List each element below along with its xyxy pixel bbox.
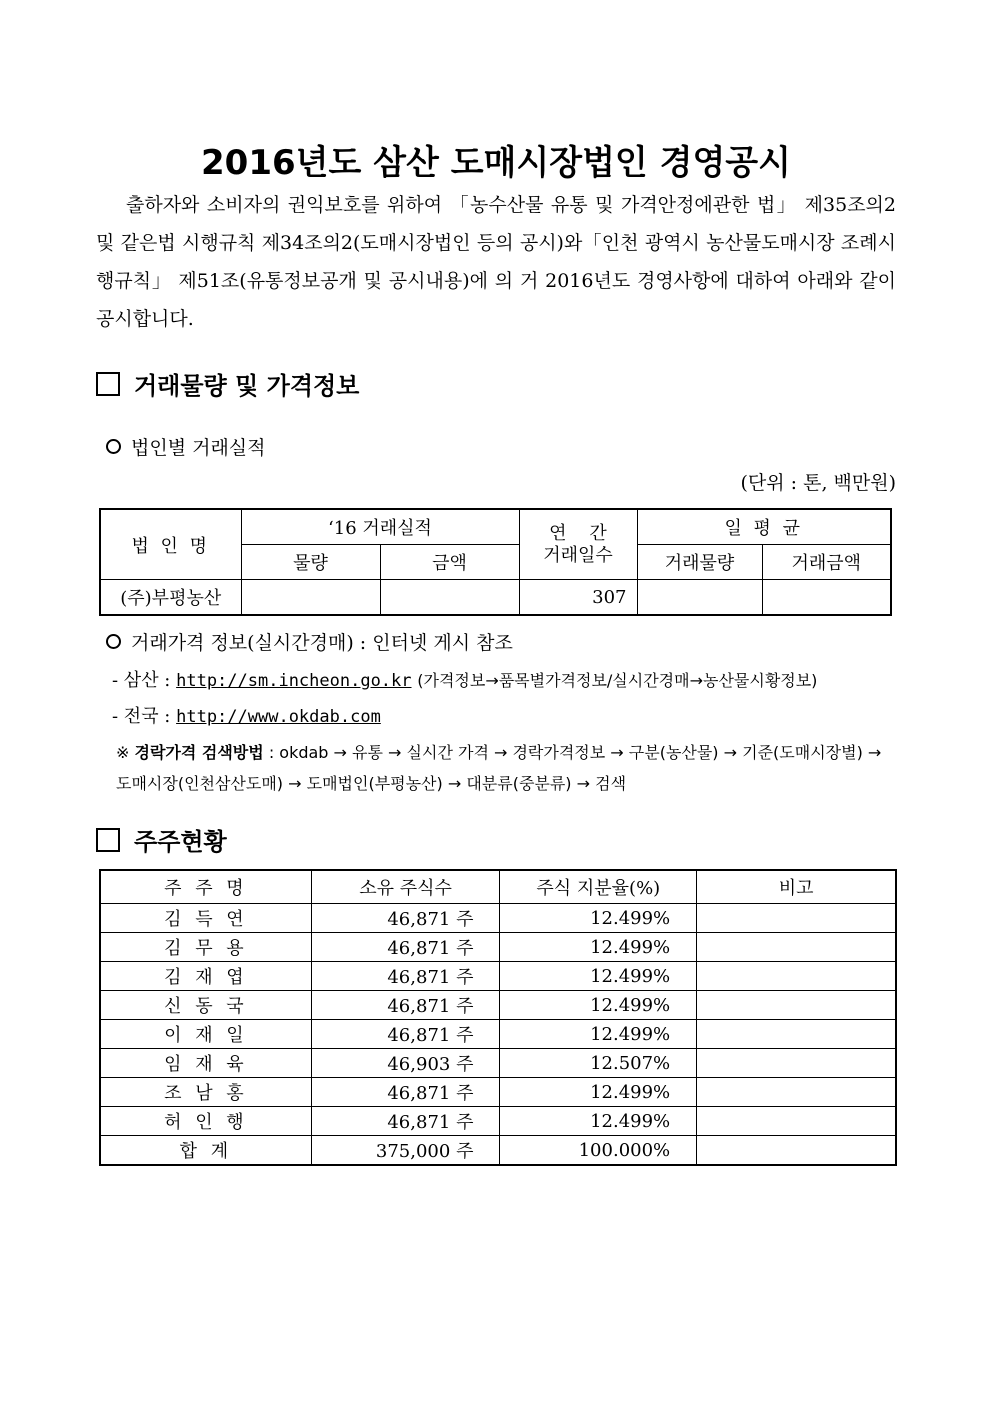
- cell-name: 김 득 연: [100, 904, 311, 933]
- table-row: [100, 1107, 896, 1136]
- shareholder-table: [99, 869, 897, 1166]
- cell-total-name: 합 계: [100, 1136, 311, 1166]
- section-title: 거래물량 및 가격정보: [134, 372, 360, 400]
- cell-note: [697, 933, 896, 962]
- table-row: [100, 580, 891, 616]
- cell-shares: 46,871 주: [311, 962, 500, 991]
- table-row: [100, 904, 896, 933]
- circle-bullet-icon: [106, 634, 121, 649]
- cell-name: 임 재 육: [100, 1049, 311, 1078]
- header-ratio: 주식 지분율(%): [500, 870, 697, 904]
- national-line: [112, 702, 381, 728]
- header-volume: 물량: [241, 545, 380, 580]
- cell-total-shares: 375,000 주: [311, 1136, 500, 1166]
- cell-shares: 46,871 주: [311, 933, 500, 962]
- cell-shares: 46,871 주: [311, 1078, 500, 1107]
- header-amount: 금액: [380, 545, 519, 580]
- table-row: [100, 1078, 896, 1107]
- header-shares: 소유 주식수: [311, 870, 500, 904]
- cell-ratio: 12.499%: [500, 1107, 697, 1136]
- checkbox-square-icon: [96, 372, 120, 396]
- subheading-corp-performance: [106, 433, 266, 460]
- table-row: [100, 1020, 896, 1049]
- cell-shares: 46,871 주: [311, 904, 500, 933]
- samsan-line: [112, 666, 817, 692]
- header-performance: ‘16 거래실적: [241, 509, 519, 545]
- table-row: [100, 1049, 896, 1078]
- cell-shares: 46,871 주: [311, 1020, 500, 1049]
- cell-note: [697, 904, 896, 933]
- table-row: [100, 962, 896, 991]
- table-total-row: [100, 1136, 896, 1166]
- cell-ratio: 12.499%: [500, 904, 697, 933]
- table-header-row: [100, 870, 896, 904]
- table-header-row: [100, 509, 891, 545]
- cell-ratio: 12.499%: [500, 962, 697, 991]
- section-heading-shareholders: [96, 822, 227, 857]
- intro-line: 법」 제35조의2 및 같은법 시행규칙 제34조의2(도매시장법인 등의 공시)와「인천: [96, 194, 896, 254]
- subheading-text: 거래가격 정보(실시간경매) : 인터넷 게시 참조: [131, 632, 513, 654]
- cell-note: [697, 1078, 896, 1107]
- cell-shares: 46,871 주: [311, 1107, 500, 1136]
- national-label: - 전국 :: [112, 706, 171, 727]
- cell-name: 김 무 용: [100, 933, 311, 962]
- checkbox-square-icon: [96, 828, 120, 852]
- cell-shares: 46,871 주: [311, 991, 500, 1020]
- cell-amount: [380, 580, 519, 616]
- cell-name: 허 인 행: [100, 1107, 311, 1136]
- cell-shares: 46,903 주: [311, 1049, 500, 1078]
- section-title: 주주현황: [134, 828, 227, 856]
- search-method-note: [116, 737, 898, 799]
- cell-avg-amount: [762, 580, 891, 616]
- unit-label: (단위 : 톤, 백만원): [740, 472, 896, 494]
- page-title: 2016년도 삼산 도매시장법인 경영공시: [201, 143, 791, 183]
- cell-name: 신 동 국: [100, 991, 311, 1020]
- cell-note: [697, 1020, 896, 1049]
- subheading-text: 법인별 거래실적: [131, 437, 266, 459]
- samsan-path: (가격정보→품목별가격정보/실시간경매→농산물시황정보): [417, 671, 818, 690]
- cell-note: [697, 991, 896, 1020]
- cell-total-ratio: 100.000%: [500, 1136, 697, 1166]
- cell-days: 307: [519, 580, 637, 616]
- samsan-label: - 삼산 :: [112, 670, 171, 691]
- cell-avg-volume: [637, 580, 762, 616]
- national-link[interactable]: http://www.okdab.com: [176, 707, 381, 727]
- cell-total-note: [697, 1136, 896, 1166]
- cell-corp: (주)부평농산: [100, 580, 241, 616]
- header-daily-average: 일 평 균: [637, 509, 891, 545]
- header-shareholder: 주 주 명: [100, 870, 311, 904]
- cell-ratio: 12.499%: [500, 933, 697, 962]
- note-label: 경락가격 검색방법: [134, 743, 264, 762]
- cell-name: 이 재 일: [100, 1020, 311, 1049]
- header-annual-days-line1: 연 간: [549, 522, 607, 544]
- header-avg-amount: 거래금액: [762, 545, 891, 580]
- cell-ratio: 12.499%: [500, 1020, 697, 1049]
- header-avg-volume: 거래물량: [637, 545, 762, 580]
- note-mark: ※: [116, 743, 130, 762]
- intro-line: 거 2016년도 경영사항에 대하여 아래와 같이 공시합니다.: [96, 270, 896, 330]
- trade-performance-table: [99, 508, 892, 616]
- cell-note: [697, 962, 896, 991]
- intro-line: 광역시 농산물도매시장 조례시행규칙」 제51조(유통정보공개 및 공시내용)에 의: [96, 232, 896, 292]
- header-annual-days-line2: 거래일수: [543, 544, 613, 566]
- cell-name: 김 재 엽: [100, 962, 311, 991]
- cell-name: 조 남 홍: [100, 1078, 311, 1107]
- note-text: : okdab → 유통 → 실시간 가격 → 경락가격정보 → 구분(농산물) → 기준(도매시장별) → 도매시장(인천삼산도매) → 도매법인(부평농산) → 대분류(중분류) → 검색: [116, 743, 882, 793]
- cell-ratio: 12.499%: [500, 1078, 697, 1107]
- cell-volume: [241, 580, 380, 616]
- samsan-link[interactable]: http://sm.incheon.go.kr: [176, 671, 412, 691]
- section-heading-trade: [96, 366, 359, 401]
- header-annual-days: [519, 509, 637, 580]
- cell-note: [697, 1049, 896, 1078]
- intro-paragraph: [96, 186, 896, 338]
- header-note: 비고: [697, 870, 896, 904]
- table-row: [100, 933, 896, 962]
- cell-note: [697, 1107, 896, 1136]
- cell-ratio: 12.507%: [500, 1049, 697, 1078]
- circle-bullet-icon: [106, 439, 121, 454]
- header-corp-name: 법 인 명: [100, 509, 241, 580]
- cell-ratio: 12.499%: [500, 991, 697, 1020]
- intro-line: 출하자와 소비자의 권익보호를 위하여 「농수산물 유통 및 가격안정에관한: [126, 194, 750, 216]
- subheading-price-info: [106, 628, 513, 655]
- table-row: [100, 991, 896, 1020]
